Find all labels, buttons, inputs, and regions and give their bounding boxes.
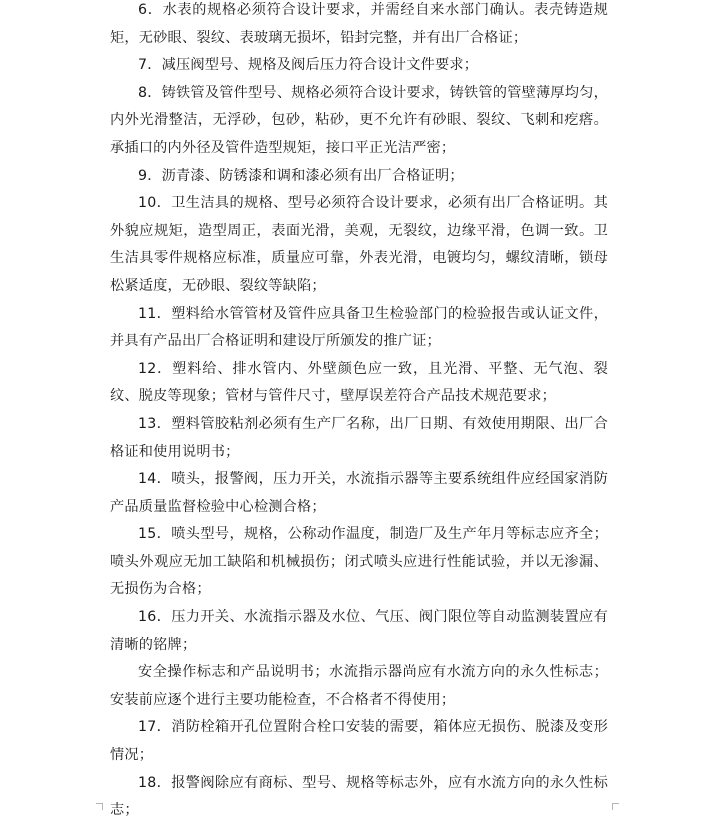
- paragraph-item-15: 15．喷头型号，规格，公称动作温度，制造厂及生产年月等标志应齐全；喷头外观应无加工缺陷和机械损伤；闭式喷头应进行性能试验，并以无渗漏、无损伤为合格；: [110, 526, 608, 598]
- paragraph-item-12: 12．塑料给、排水管内、外壁颜色应一致，且光滑、平整、无气泡、裂纹、脱皮等现象；管材与管件尺寸，壁厚误差符合产品技术规范要求；: [110, 360, 608, 405]
- paragraph-item-17: 17．消防栓箱开孔位置附合栓口安装的需要，箱体应无损伤、脱漆及变形情况；: [110, 719, 608, 764]
- paragraph-item-7: 7．减压阀型号、规格及阀后压力符合设计文件要求；: [138, 57, 479, 74]
- paragraph-item-10: 10．卫生洁具的规格、型号必须符合设计要求，必须有出厂合格证明。其外貌应规矩，造型周正，表面光滑，美观，无裂纹，边缘平滑，色调一致。卫生洁具零件规格应标准，质量应可靠，外表光滑，电镀均匀，螺纹清晰，锁母松紧适度，无砂眼、裂纹等缺陷；: [110, 195, 608, 294]
- paragraph-item-16-continued: 安全操作标志和产品说明书；水流指示器尚应有水流方向的永久性标志；安装前应逐个进行主要功能检查，不合格者不得使用；: [110, 664, 608, 708]
- paragraph-item-16: 16．压力开关、水流指示器及水位、气压、阀门限位等自动监测装置应有清晰的铭牌；: [110, 609, 608, 653]
- page-corner-mark-left: [96, 803, 103, 810]
- paragraph-item-13: 13．塑料管胶粘剂必须有生产厂名称，出厂日期、有效使用期限、出厂合格证和使用说明书；: [110, 415, 608, 460]
- paragraph-item-14: 14．喷头，报警阀，压力开关，水流指示器等主要系统组件应经国家消防产品质量监督检验中心检测合格；: [110, 471, 608, 515]
- paragraph-item-6: 6．水表的规格必须符合设计要求，并需经自来水部门确认。表壳铸造规矩，无砂眼、裂纹、表玻璃无损坏，铅封完整，并有出厂合格证；: [110, 2, 608, 46]
- paragraph-item-9: 9．沥青漆、防锈漆和调和漆必须有出厂合格证明；: [138, 167, 464, 184]
- paragraph-item-11: 11．塑料给水管管材及管件应具备卫生检验部门的检验报告或认证文件，并具有产品出厂合格证明和建设厅所颁发的推广证；: [110, 305, 608, 350]
- paragraph-item-18: 18．报警阀除应有商标、型号、规格等标志外，应有水流方向的永久性标志；: [110, 774, 608, 819]
- document-body: [110, 0, 608, 825]
- paragraph-item-8: 8．铸铁管及管件型号、规格必须符合设计要求，铸铁管的管壁薄厚均匀，内外光滑整洁，无浮砂，包砂，粘砂，更不允许有砂眼、裂纹、飞刺和疙瘩。承插口的内外径及管件造型规矩，接口平正光洁严密；: [110, 84, 608, 156]
- page-corner-mark-right: [612, 803, 619, 810]
